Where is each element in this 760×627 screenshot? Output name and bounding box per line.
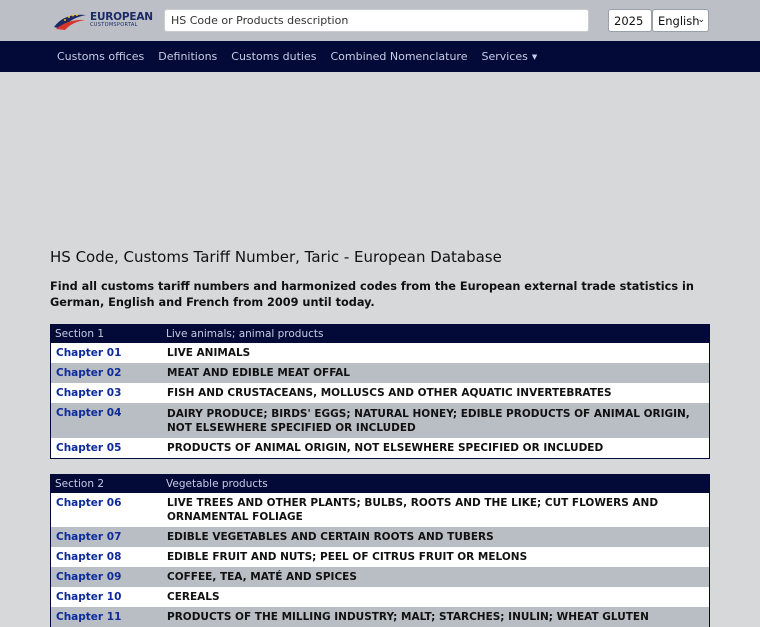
table-row[interactable] bbox=[50, 567, 710, 587]
chapter-link[interactable]: Chapter 04 bbox=[56, 407, 122, 419]
ad-banner-area bbox=[0, 72, 760, 240]
chevron-down-icon: ⌄ bbox=[697, 15, 705, 25]
nav-services-label: Services bbox=[481, 50, 528, 63]
caret-down-icon: ▼ bbox=[531, 53, 538, 61]
language-select-value: English bbox=[658, 13, 700, 28]
section-header bbox=[50, 324, 710, 343]
intro-text: Find all customs tariff numbers and harmonized codes from the European external trade statistics in German, English and French from 2009 until today. bbox=[50, 280, 694, 309]
main-nav bbox=[0, 41, 760, 72]
main-content bbox=[0, 248, 760, 627]
table-row[interactable] bbox=[50, 547, 710, 567]
table-row[interactable] bbox=[50, 343, 710, 363]
chapter-description: MEAT AND EDIBLE MEAT OFFAL bbox=[167, 367, 350, 379]
search-input[interactable] bbox=[164, 9, 589, 32]
year-select[interactable] bbox=[608, 9, 652, 32]
chapter-description: EDIBLE FRUIT AND NUTS; PEEL OF CITRUS FRUIT OR MELONS bbox=[167, 551, 528, 563]
chapter-description: COFFEE, TEA, MATÉ AND SPICES bbox=[167, 571, 357, 583]
chapter-link[interactable]: Chapter 09 bbox=[56, 571, 122, 583]
section-table-2 bbox=[50, 474, 710, 627]
table-row[interactable] bbox=[50, 363, 710, 383]
table-row[interactable] bbox=[50, 403, 710, 438]
section-header bbox=[50, 474, 710, 493]
chapter-link[interactable]: Chapter 05 bbox=[56, 442, 122, 454]
nav-services[interactable] bbox=[474, 50, 544, 63]
top-header bbox=[0, 0, 760, 41]
chapter-description: EDIBLE VEGETABLES AND CERTAIN ROOTS AND TUBERS bbox=[167, 531, 494, 543]
year-select-value: 2025 bbox=[614, 13, 644, 28]
chapter-link[interactable]: Chapter 08 bbox=[56, 551, 122, 563]
site-logo[interactable] bbox=[52, 8, 153, 32]
section-name: Vegetable products bbox=[166, 477, 268, 490]
table-row[interactable] bbox=[50, 438, 710, 459]
chapter-link[interactable]: Chapter 02 bbox=[56, 367, 122, 379]
section-label: Section 2 bbox=[55, 477, 105, 490]
logo-subtext: CUSTOMSPORTAL bbox=[90, 22, 138, 29]
chapter-link[interactable]: Chapter 10 bbox=[56, 591, 122, 603]
chapter-link[interactable]: Chapter 01 bbox=[56, 347, 122, 359]
nav-combined-nomenclature[interactable]: Combined Nomenclature bbox=[330, 50, 468, 63]
table-row[interactable] bbox=[50, 493, 710, 527]
table-row[interactable] bbox=[50, 383, 710, 403]
chapter-description: PRODUCTS OF THE MILLING INDUSTRY; MALT; STARCHES; INULIN; WHEAT GLUTEN bbox=[167, 611, 649, 623]
chapter-description: LIVE ANIMALS bbox=[167, 347, 251, 359]
section-table-1 bbox=[50, 324, 710, 459]
page-title: HS Code, Customs Tariff Number, Taric - European Database bbox=[50, 248, 502, 266]
chapter-description: LIVE TREES AND OTHER PLANTS; BULBS, ROOTS AND THE LIKE; CUT FLOWERS AND ORNAMENTAL FOLIAGE bbox=[167, 497, 659, 523]
logo-text: EUROPEAN bbox=[90, 10, 153, 23]
chapter-description: CEREALS bbox=[167, 591, 220, 603]
table-row[interactable] bbox=[50, 527, 710, 547]
chapter-link[interactable]: Chapter 06 bbox=[56, 497, 122, 509]
chapter-description: FISH AND CRUSTACEANS, MOLLUSCS AND OTHER AQUATIC INVERTEBRATES bbox=[167, 387, 612, 399]
section-label: Section 1 bbox=[55, 327, 105, 340]
language-select[interactable] bbox=[652, 9, 709, 32]
chapter-link[interactable]: Chapter 11 bbox=[56, 611, 122, 623]
nav-definitions[interactable]: Definitions bbox=[158, 50, 218, 63]
section-name: Live animals; animal products bbox=[166, 327, 324, 340]
chapter-link[interactable]: Chapter 07 bbox=[56, 531, 122, 543]
nav-customs-offices[interactable]: Customs offices bbox=[57, 50, 145, 63]
chapter-description: PRODUCTS OF ANIMAL ORIGIN, NOT ELSEWHERE SPECIFIED OR INCLUDED bbox=[167, 442, 604, 454]
nav-customs-duties[interactable]: Customs duties bbox=[231, 50, 317, 63]
table-row[interactable] bbox=[50, 587, 710, 607]
table-row[interactable] bbox=[50, 607, 710, 627]
chapter-description: DAIRY PRODUCE; BIRDS' EGGS; NATURAL HONEY; EDIBLE PRODUCTS OF ANIMAL ORIGIN, NOT ELSEWHERE SPECIFIED OR INCLUDED bbox=[167, 408, 690, 434]
chapter-link[interactable]: Chapter 03 bbox=[56, 387, 122, 399]
logo-emblem-icon bbox=[52, 9, 88, 31]
